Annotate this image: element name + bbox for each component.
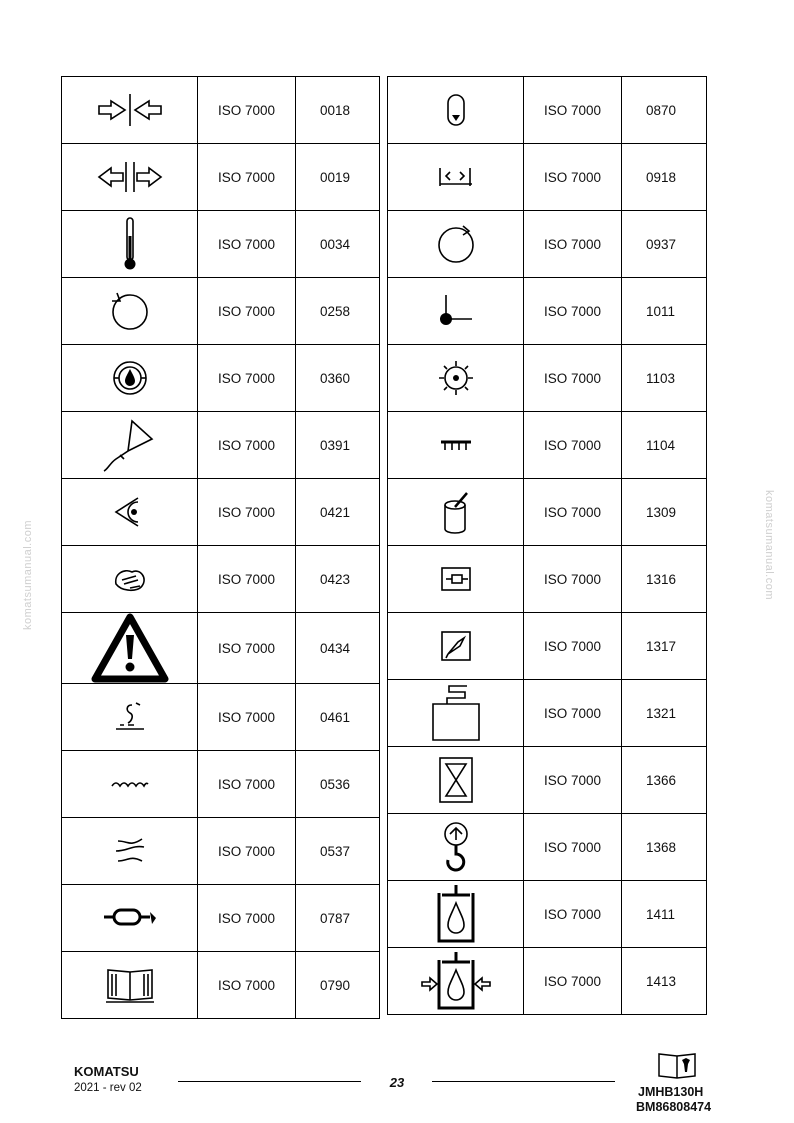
standard-cell: ISO 7000 [524, 546, 622, 613]
table-row [388, 77, 707, 144]
symbols-table-right [387, 76, 707, 1015]
accumulator-icon [388, 91, 523, 129]
table-row [388, 680, 707, 747]
symbol-number-cell: 0434 [296, 613, 380, 684]
table-row [62, 952, 380, 1019]
table-row [62, 885, 380, 952]
symbol-number-cell: 0937 [622, 211, 707, 278]
standard-cell: ISO 7000 [524, 278, 622, 345]
visual-inspection-eye-icon [62, 494, 197, 530]
symbol-number-cell: 0421 [296, 479, 380, 546]
symbol-cell [62, 546, 198, 613]
table-row [62, 613, 380, 684]
symbol-number-cell: 1368 [622, 814, 707, 881]
standard-cell: ISO 7000 [198, 818, 296, 885]
heating-fumes-icon [62, 699, 197, 735]
standard-cell: ISO 7000 [198, 751, 296, 818]
table-row [62, 345, 380, 412]
symbol-cell [388, 412, 524, 479]
standard-cell: ISO 7000 [524, 479, 622, 546]
table-row [388, 881, 707, 948]
standard-cell: ISO 7000 [524, 814, 622, 881]
standard-cell: ISO 7000 [198, 613, 296, 684]
standard-cell: ISO 7000 [198, 546, 296, 613]
standard-cell: ISO 7000 [198, 77, 296, 144]
symbol-number-cell: 0537 [296, 818, 380, 885]
symbol-cell [388, 278, 524, 345]
filter-cartridge-icon [62, 906, 197, 930]
symbol-cell [62, 684, 198, 751]
air-flow-icon [62, 833, 197, 869]
lifting-hook-icon [388, 820, 523, 874]
symbol-number-cell: 1104 [622, 412, 707, 479]
standard-cell: ISO 7000 [198, 144, 296, 211]
grease-gun-icon [62, 417, 197, 473]
standard-cell: ISO 7000 [198, 885, 296, 952]
symbol-cell [62, 952, 198, 1019]
symbol-cell [62, 412, 198, 479]
table-row [62, 684, 380, 751]
standard-cell: ISO 7000 [198, 211, 296, 278]
standard-cell: ISO 7000 [524, 211, 622, 278]
symbol-number-cell: 1317 [622, 613, 707, 680]
symbol-cell [388, 814, 524, 881]
symbol-number-cell: 1316 [622, 546, 707, 613]
symbol-cell [62, 144, 198, 211]
footer-rule-left [178, 1081, 361, 1082]
symbol-number-cell: 0391 [296, 412, 380, 479]
standard-cell: ISO 7000 [524, 680, 622, 747]
symbol-cell [62, 479, 198, 546]
symbol-cell [62, 77, 198, 144]
page-footer [0, 1030, 794, 1123]
standard-cell: ISO 7000 [524, 144, 622, 211]
table-row [388, 613, 707, 680]
table-row [388, 278, 707, 345]
table-row [62, 144, 380, 211]
table-row [62, 412, 380, 479]
clockwise-rotation-icon [388, 223, 523, 265]
standard-cell: ISO 7000 [524, 77, 622, 144]
symbol-number-cell: 0790 [296, 952, 380, 1019]
table-row [62, 546, 380, 613]
table-row [388, 479, 707, 546]
symbol-cell [62, 613, 198, 684]
symbol-cell [62, 211, 198, 278]
water-waves-icon [62, 776, 197, 792]
symbol-cell [388, 613, 524, 680]
symbol-number-cell: 0034 [296, 211, 380, 278]
standard-cell: ISO 7000 [524, 345, 622, 412]
table-row [62, 818, 380, 885]
symbol-cell [388, 546, 524, 613]
table-row [388, 345, 707, 412]
symbol-cell [388, 881, 524, 948]
hourglass-icon [388, 756, 523, 804]
symbol-cell [388, 144, 524, 211]
doc-code: JMHB130H [638, 1085, 704, 1099]
symbol-cell [388, 345, 524, 412]
symbol-number-cell: 0019 [296, 144, 380, 211]
symbol-cell [62, 818, 198, 885]
symbol-number-cell: 0787 [296, 885, 380, 952]
symbol-cell [388, 948, 524, 1015]
cleaning-brush-icon [62, 562, 197, 596]
symbol-cell [388, 77, 524, 144]
warning-triangle-icon [62, 613, 197, 683]
standard-cell: ISO 7000 [198, 479, 296, 546]
symbol-cell [62, 885, 198, 952]
symbol-cell [62, 751, 198, 818]
symbol-cell [388, 747, 524, 814]
expansion-arrows-icon [62, 159, 197, 195]
hydraulic-press-drop-icon [388, 883, 523, 945]
symbol-number-cell: 0258 [296, 278, 380, 345]
revision-text: 2021 - rev 02 [74, 1082, 142, 1094]
watermark-left: komatsumanual.com [22, 520, 34, 630]
standard-cell: ISO 7000 [524, 747, 622, 814]
symbol-cell [388, 680, 524, 747]
table-row [388, 211, 707, 278]
symbol-cell [62, 278, 198, 345]
brand-name: KOMATSU [74, 1064, 139, 1079]
lubrication-framed-icon [388, 630, 523, 662]
dimension-measure-icon [388, 164, 523, 190]
symbol-number-cell: 1411 [622, 881, 707, 948]
gear-wheel-icon [388, 359, 523, 397]
page-number: 23 [389, 1075, 405, 1090]
manual-wrench-icon [655, 1050, 699, 1080]
thermometer-icon [62, 216, 197, 272]
table-row [388, 144, 707, 211]
rotation-circle-icon [62, 289, 197, 333]
table-row [62, 751, 380, 818]
standard-cell: ISO 7000 [198, 278, 296, 345]
symbol-number-cell: 1011 [622, 278, 707, 345]
table-row [388, 546, 707, 613]
paint-can-brush-icon [388, 489, 523, 535]
symbol-cell [388, 479, 524, 546]
standard-cell: ISO 7000 [198, 684, 296, 751]
standard-cell: ISO 7000 [524, 881, 622, 948]
symbols-table-left [61, 76, 380, 1019]
comb-rake-icon [388, 438, 523, 452]
symbol-cell [388, 211, 524, 278]
symbol-number-cell: 0536 [296, 751, 380, 818]
symbol-number-cell: 0870 [622, 77, 707, 144]
hydraulic-press-drop-arrows-icon [388, 950, 523, 1012]
compression-arrows-icon [62, 92, 197, 128]
part-number: BM86808474 [636, 1100, 712, 1114]
standard-cell: ISO 7000 [198, 952, 296, 1019]
table-row [388, 747, 707, 814]
symbol-number-cell: 1309 [622, 479, 707, 546]
operator-manual-book-icon [62, 966, 197, 1004]
reference-point-icon [388, 291, 523, 331]
standard-cell: ISO 7000 [198, 345, 296, 412]
fuse-icon [388, 566, 523, 592]
table-row [388, 948, 707, 1015]
symbol-number-cell: 0360 [296, 345, 380, 412]
table-row [62, 77, 380, 144]
symbol-number-cell: 0461 [296, 684, 380, 751]
symbol-number-cell: 1103 [622, 345, 707, 412]
symbol-number-cell: 1366 [622, 747, 707, 814]
standard-cell: ISO 7000 [524, 948, 622, 1015]
symbol-number-cell: 1321 [622, 680, 707, 747]
table-row [62, 479, 380, 546]
table-row [388, 412, 707, 479]
symbol-number-cell: 0018 [296, 77, 380, 144]
standard-cell: ISO 7000 [524, 412, 622, 479]
standard-cell: ISO 7000 [198, 412, 296, 479]
table-row [62, 278, 380, 345]
weight-mass-icon [388, 684, 523, 742]
symbol-number-cell: 0423 [296, 546, 380, 613]
table-row [388, 814, 707, 881]
symbol-cell [62, 345, 198, 412]
watermark-right: komatsumanual.com [763, 490, 775, 600]
standard-cell: ISO 7000 [524, 613, 622, 680]
table-row [62, 211, 380, 278]
symbol-number-cell: 0918 [622, 144, 707, 211]
hydraulic-oil-circle-icon [62, 358, 197, 398]
footer-rule-right [432, 1081, 615, 1082]
symbol-number-cell: 1413 [622, 948, 707, 1015]
symbol-tables [61, 76, 706, 1022]
